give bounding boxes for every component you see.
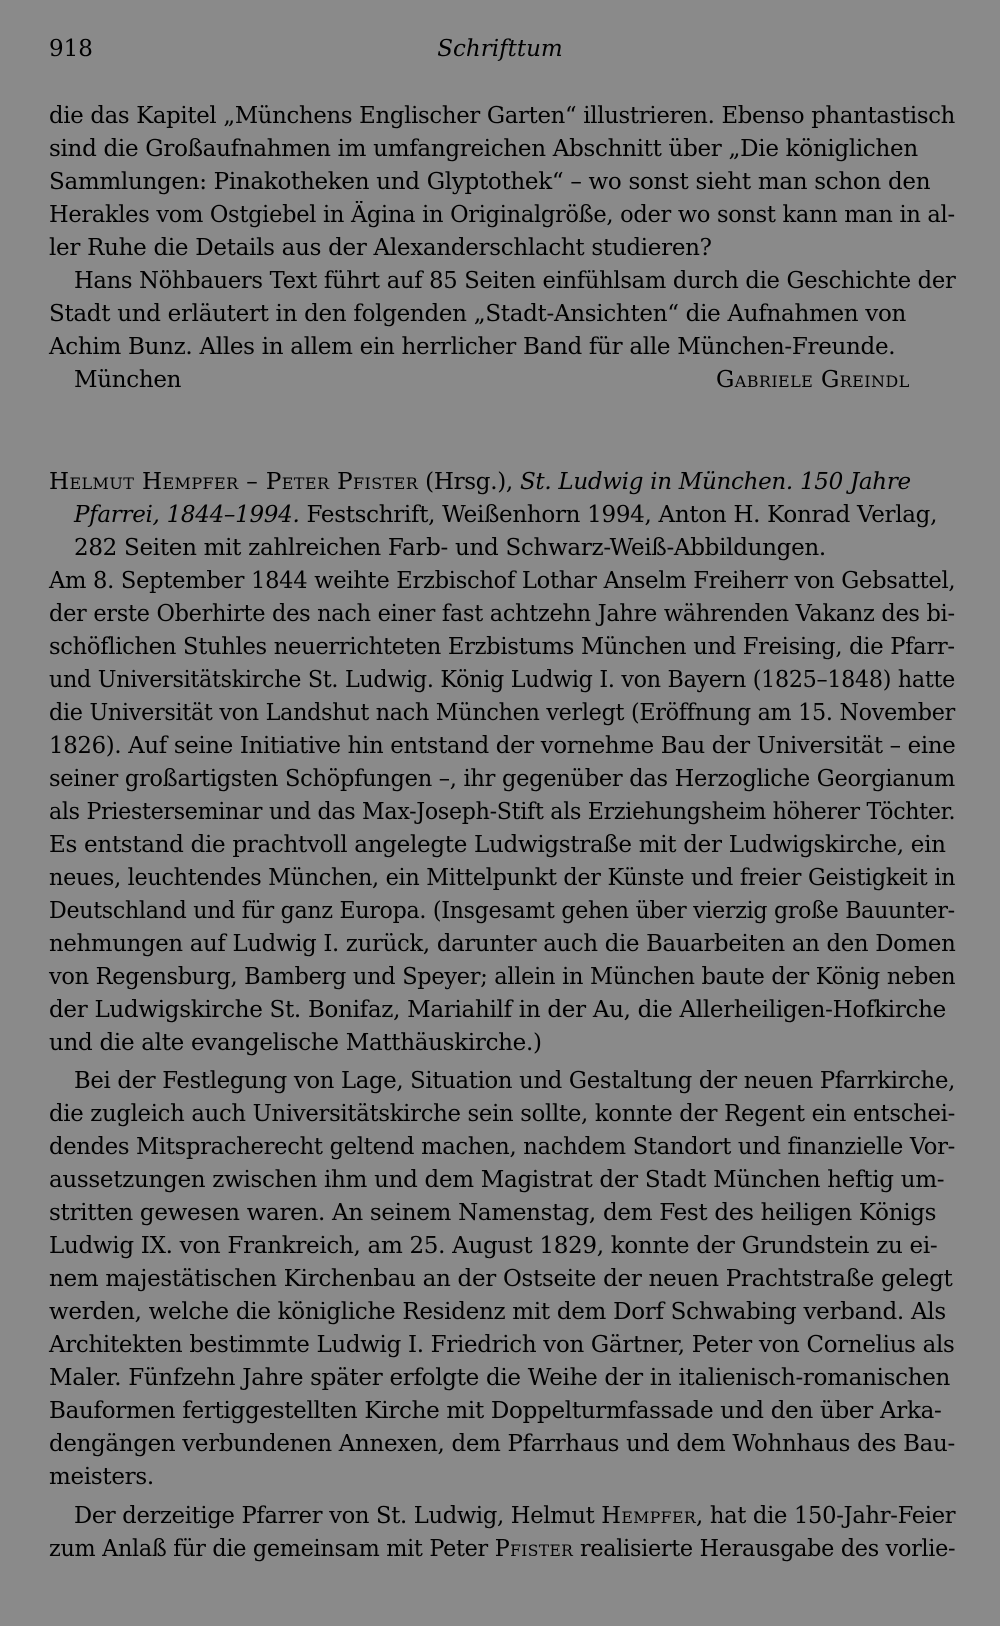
text-line: [74, 1500, 955, 1533]
text-line: neues, leuchtendes München, ein Mittelpunkt der Künste und freier Geistigkeit in: [49, 865, 956, 891]
text-line: die das Kapitel „Münchens Englischer Garten“ illustrieren. Ebenso phantastisch: [49, 103, 956, 129]
text-line: der Ludwigskirche St. Bonifaz, Mariahilf in der Au, die Allerheiligen-Hofkirche: [49, 997, 946, 1023]
running-title: Schrifttum: [437, 36, 563, 62]
citation-authors: Helmut Hempfer – Peter Pfister: [49, 469, 419, 495]
text-line: 1826). Auf seine Initiative hin entstand der vornehme Bau der Universität – eine: [49, 733, 956, 759]
citation-editor-note: (Hrsg.),: [418, 469, 520, 495]
text-line: dendes Mitspracherecht geltend machen, nachdem Standort und finanzielle Vor-: [49, 1134, 956, 1160]
text-line: Bauformen fertiggestellten Kirche mit Doppelturmfassade und den über Arka-: [49, 1398, 942, 1424]
text-line: nehmungen auf Ludwig I. zurück, darunter auch die Bauarbeiten an den Domen: [49, 931, 956, 957]
citation-line: [49, 466, 911, 499]
text-line: die Universität von Landshut nach München verlegt (Eröffnung am 15. November: [49, 700, 955, 726]
citation-publisher: Festschrift, Weißenhorn 1994, Anton H. Konrad Verlag,: [299, 502, 938, 528]
text-line: nem majestätischen Kirchenbau an der Ostseite der neuen Prachtstraße gelegt: [49, 1266, 953, 1292]
page-number: 918: [49, 36, 93, 62]
reviewer-name: Gabriele Greindl: [716, 367, 910, 393]
text-line: Stadt und erläutert in den folgenden „Stadt-Ansichten“ die Aufnahmen von: [49, 301, 907, 327]
text-line: werden, welche die königliche Residenz mit dem Dorf Schwabing verband. Als: [49, 1299, 946, 1325]
text-line: dengängen verbundenen Annexen, dem Pfarrhaus und dem Wohnhaus des Bau-: [49, 1431, 955, 1457]
text-line: Es entstand die prachtvoll angelegte Ludwigstraße mit der Ludwigskirche, ein: [49, 832, 946, 858]
review-place: München: [74, 367, 182, 393]
text-line: seiner großartigsten Schöpfungen –, ihr gegenüber das Herzogliche Georgianum: [49, 766, 955, 792]
text-line: [49, 1533, 955, 1566]
text-line: und die alte evangelische Matthäuskirche.): [49, 1030, 542, 1056]
text-line: Maler. Fünfzehn Jahre später erfolgte die Weihe der in italienisch-romanischen: [49, 1365, 951, 1391]
person-name: Pfister: [494, 1536, 574, 1562]
text-line: meisters.: [49, 1464, 154, 1490]
text-line: stritten gewesen waren. An seinem Namenstag, dem Fest des heiligen Königs: [49, 1200, 937, 1226]
text-run: realisierte Herausgabe des vorlie-: [573, 1536, 956, 1562]
text-line: Sammlungen: Pinakotheken und Glyptothek“ – wo sonst sieht man schon den: [49, 169, 931, 195]
text-run: , hat die 150-Jahr-Feier: [696, 1503, 956, 1529]
text-line: aussetzungen zwischen ihm und dem Magistrat der Stadt München heftig um-: [49, 1167, 945, 1193]
citation-title: St. Ludwig in München. 150 Jahre: [519, 469, 911, 495]
citation-title-cont: Pfarrei, 1844–1994.: [74, 502, 300, 528]
text-line: schöflichen Stuhles neuerrichteten Erzbistums München und Freising, die Pfarr-: [49, 634, 955, 660]
text-line: Achim Bunz. Alles in allem ein herrlicher Band für alle München-Freunde.: [49, 334, 896, 360]
text-line: Architekten bestimmte Ludwig I. Friedrich von Gärtner, Peter von Cornelius als: [49, 1332, 955, 1358]
text-line: Am 8. September 1844 weihte Erzbischof Lothar Anselm Freiherr von Gebsattel,: [49, 568, 956, 594]
text-run: zum Anlaß für die gemeinsam mit Peter: [49, 1536, 495, 1562]
text-line: Bei der Festlegung von Lage, Situation und Gestaltung der neuen Pfarrkirche,: [74, 1068, 956, 1094]
text-line: Deutschland und für ganz Europa. (Insgesamt gehen über vierzig große Bauunter-: [49, 898, 955, 924]
text-line: der erste Oberhirte des nach einer fast achtzehn Jahre währenden Vakanz des bi-: [49, 601, 955, 627]
text-line: ler Ruhe die Details aus der Alexanderschlacht studieren?: [49, 235, 712, 261]
text-run: Der derzeitige Pfarrer von St. Ludwig, Helmut: [74, 1503, 602, 1529]
text-line: Hans Nöhbauers Text führt auf 85 Seiten einfühlsam durch die Geschichte der: [74, 268, 956, 294]
citation-line: [74, 499, 937, 532]
text-line: Ludwig IX. von Frankreich, am 25. August 1829, konnte der Grundstein zu ei-: [49, 1233, 938, 1259]
text-line: und Universitätskirche St. Ludwig. König Ludwig I. von Bayern (1825–1848) hatte: [49, 667, 955, 693]
text-line: sind die Großaufnahmen im umfangreichen Abschnitt über „Die königlichen: [49, 136, 918, 162]
text-line: die zugleich auch Universitätskirche sein sollte, konnte der Regent ein entschei-: [49, 1101, 956, 1127]
text-line: Herakles vom Ostgiebel in Ägina in Originalgröße, oder wo sonst kann man in al-: [49, 202, 955, 228]
text-line: von Regensburg, Bamberg und Speyer; allein in München baute der König neben: [49, 964, 956, 990]
text-line: als Priesterseminar und das Max-Joseph-Stift als Erziehungsheim höherer Töchter.: [49, 799, 956, 825]
citation-pages: 282 Seiten mit zahlreichen Farb- und Schwarz-Weiß-Abbildungen.: [74, 535, 826, 561]
person-name: Hempfer: [601, 1503, 697, 1529]
